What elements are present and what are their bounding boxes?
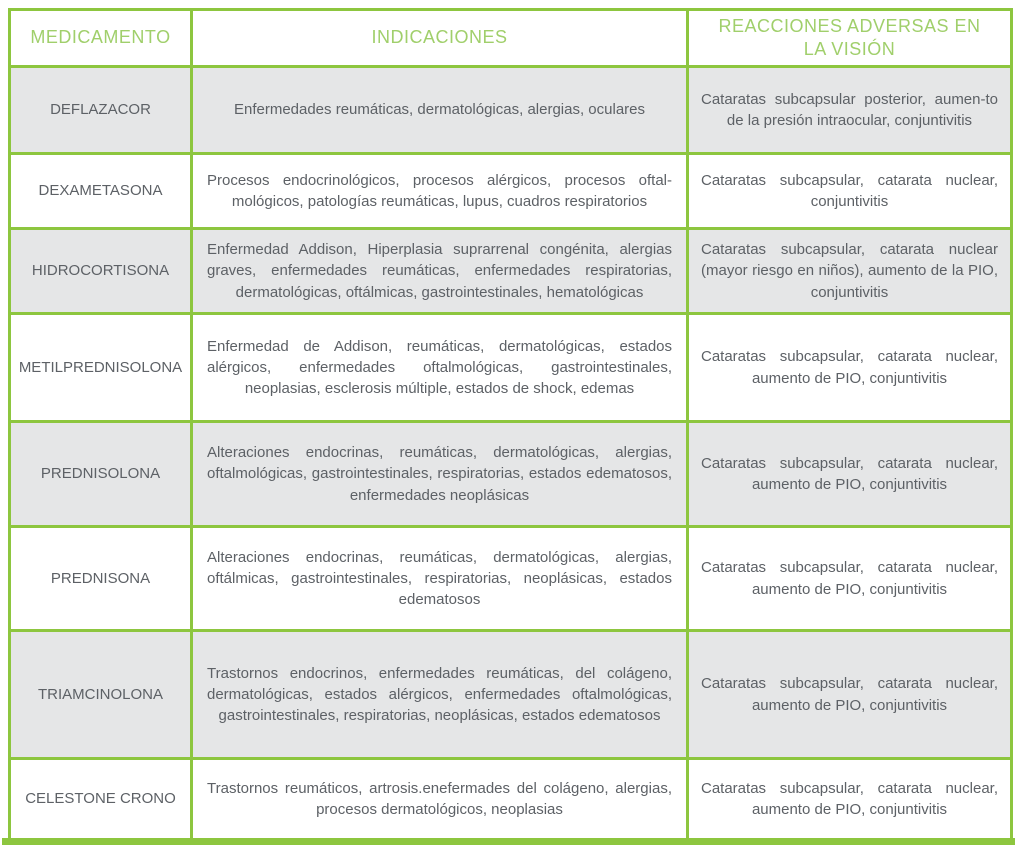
column-header-medicamento [10, 10, 192, 67]
indications-cell: Enfermedades reumáticas, dermatológicas, alergias, oculares [192, 67, 688, 154]
column-header-reacciones [688, 10, 1012, 67]
reactions-cell: Cataratas subcapsular, catarata nuclear, aumento de PIO, conjuntivitis [688, 422, 1012, 527]
table-row-metilprednisolona [10, 314, 1012, 422]
indications-cell: Procesos endocrinológicos, procesos alérgicos, procesos oftal-mológicos, patologías reumáticas, lupus, cuadros respiratorios [192, 154, 688, 229]
medication-name: DEXAMETASONA [10, 154, 192, 229]
indications-cell: Enfermedad de Addison, reumáticas, dermatológicas, estados alérgicos, enfermedades oftalmológicas, gastrointestinales, neoplasias, esclerosis múltiple, estados de shock, edemas [192, 314, 688, 422]
reactions-cell: Cataratas subcapsular, catarata nuclear, aumento de PIO, conjuntivitis [688, 527, 1012, 631]
reactions-cell: Cataratas subcapsular, catarata nuclear (mayor riesgo en niños), aumento de la PIO, conjuntivitis [688, 229, 1012, 314]
medication-name: DEFLAZACOR [10, 67, 192, 154]
table-body [10, 67, 1012, 840]
indications-cell: Trastornos endocrinos, enfermedades reumáticas, del colágeno, dermatológicas, estados alérgicos, enfermedades oftalmológicas, gastrointestinales, respiratorias, neoplásicas, estados edematosos [192, 631, 688, 759]
table-row-prednisona [10, 527, 1012, 631]
header-row [10, 10, 1012, 67]
medication-name: PREDNISONA [10, 527, 192, 631]
table-row-dexametasona [10, 154, 1012, 229]
medication-name: TRIAMCINOLONA [10, 631, 192, 759]
medication-name: PREDNISOLONA [10, 422, 192, 527]
column-header-medicamento-label: MEDICAMENTO [30, 27, 171, 48]
reactions-cell: Cataratas subcapsular, catarata nuclear, conjuntivitis [688, 154, 1012, 229]
medication-adverse-reactions-table [8, 8, 1013, 841]
medication-name: HIDROCORTISONA [10, 229, 192, 314]
indications-cell: Alteraciones endocrinas, reumáticas, dermatológicas, alergias, oftalmológicas, gastrointestinales, respiratorias, estados edematosos, enfermedades neoplásicas [192, 422, 688, 527]
table-row-hidrocortisona [10, 229, 1012, 314]
table-bottom-accent-bar [2, 838, 1015, 845]
column-header-indicaciones [192, 10, 688, 67]
reactions-cell: Cataratas subcapsular posterior, aumen-to de la presión intraocular, conjuntivitis [688, 67, 1012, 154]
table-header [10, 10, 1012, 67]
indications-cell: Alteraciones endocrinas, reumáticas, dermatológicas, alergias, oftálmicas, gastrointestinales, respiratorias, neoplásicas, estados edematosos [192, 527, 688, 631]
indications-cell: Trastornos reumáticos, artrosis.enefermades del colágeno, alergias, procesos dermatológicos, neoplasias [192, 759, 688, 840]
reactions-cell: Cataratas subcapsular, catarata nuclear, aumento de PIO, conjuntivitis [688, 759, 1012, 840]
medication-name: METILPREDNISOLONA [10, 314, 192, 422]
column-header-indicaciones-label: INDICACIONES [371, 27, 508, 48]
column-header-reacciones-label: REACCIONES ADVERSAS EN LA VISIÓN [718, 15, 981, 59]
table-row-prednisolona [10, 422, 1012, 527]
table-row-triamcinolona [10, 631, 1012, 759]
indications-cell: Enfermedad Addison, Hiperplasia suprarrenal congénita, alergias graves, enfermedades reumáticas, enfermedades respiratorias, dermatológicas, oftálmicas, gastrointestinales, hematológicas [192, 229, 688, 314]
reactions-cell: Cataratas subcapsular, catarata nuclear, aumento de PIO, conjuntivitis [688, 631, 1012, 759]
table-row-celestone-crono [10, 759, 1012, 840]
table-row-deflazacor [10, 67, 1012, 154]
medication-name: CELESTONE CRONO [10, 759, 192, 840]
reactions-cell: Cataratas subcapsular, catarata nuclear, aumento de PIO, conjuntivitis [688, 314, 1012, 422]
